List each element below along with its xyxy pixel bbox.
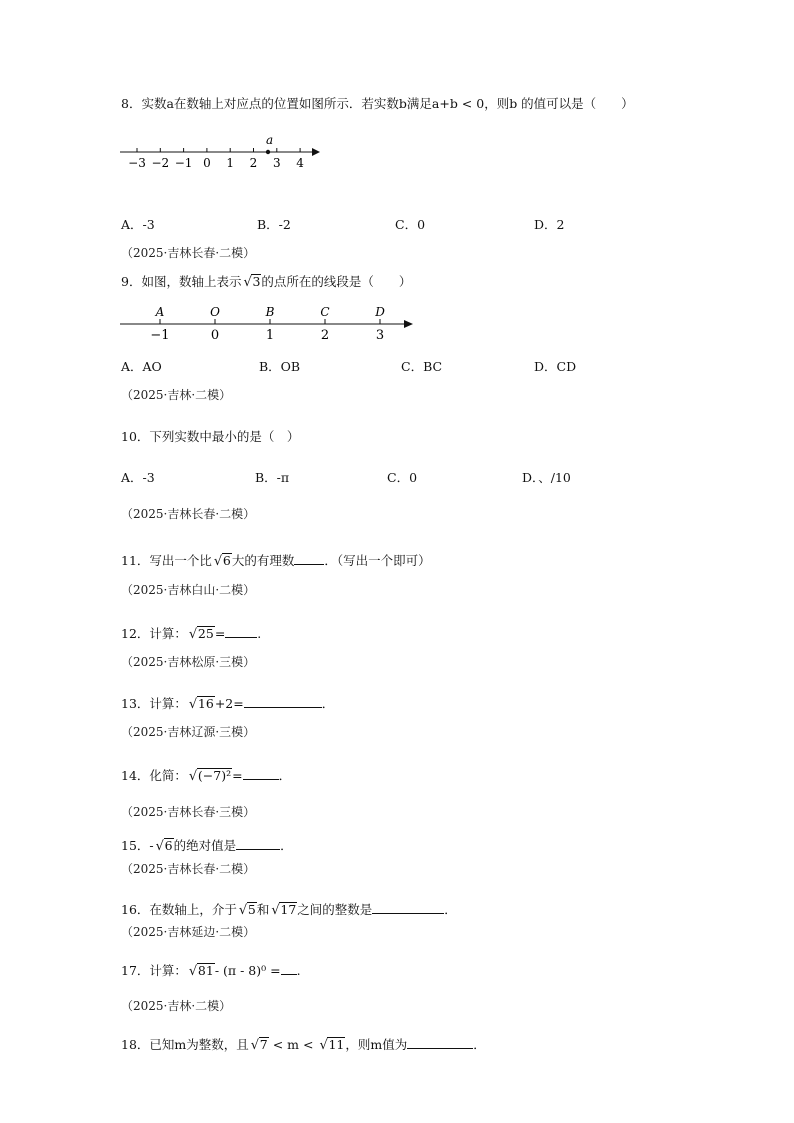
- q8-stem: 8．实数a在数轴上对应点的位置如图所示．若实数b满足a+b < 0，则b 的值可以是（ ）: [121, 96, 634, 111]
- q12-answer-blank[interactable]: [225, 625, 257, 638]
- q8-point-label: a: [266, 134, 274, 147]
- q8-option-d[interactable]: D．2: [534, 217, 565, 232]
- q16-stem: 16．在数轴上，介于 √ 5和 √ 17之间的整数是 ．: [121, 902, 457, 918]
- q10-stem: 10．下列实数中最小的是（ ）: [121, 429, 300, 444]
- q9-point-label: O: [210, 305, 220, 319]
- q8-option-a[interactable]: A．-3: [121, 217, 155, 232]
- q9-option-c[interactable]: C．BC: [401, 359, 443, 374]
- q10-option-b[interactable]: B．-π: [255, 470, 290, 485]
- q8-tick-label: 3: [272, 156, 281, 170]
- q9-tick-label: 0: [210, 328, 220, 343]
- q11-source: （2025·吉林长春·二模）: [121, 507, 256, 521]
- q14-source: （2025·吉林辽源·三模）: [121, 725, 256, 739]
- q10-option-d[interactable]: D．、/10: [522, 470, 571, 485]
- q8-tick-label: 1: [226, 156, 235, 170]
- q9-number-line: [115, 303, 425, 343]
- q18-answer-blank[interactable]: [407, 1036, 473, 1049]
- q8-tick-label: −3: [128, 156, 146, 170]
- q9-point-label: C: [320, 305, 330, 319]
- q11-stem: 11．写出一个比 √ 6大的有理数 ．（写出一个即可）: [121, 553, 431, 569]
- q9-stem: 9．如图，数轴上表示 √ 3的点所在的线段是（ ）: [121, 274, 412, 290]
- q9-option-d[interactable]: D．CD: [534, 359, 577, 374]
- q14-stem: 14．化简： √ (−7)²= ．: [121, 768, 292, 784]
- q13-source: （2025·吉林松原·三模）: [121, 655, 256, 669]
- q16-source: （2025·吉林长春·二模）: [121, 862, 256, 876]
- q8-tick-label: −2: [151, 156, 170, 170]
- q8-option-b[interactable]: B．-2: [257, 217, 291, 232]
- q11-answer-blank[interactable]: [294, 552, 324, 565]
- q9-tick-label: 2: [320, 328, 330, 343]
- q8-tick-label: 4: [296, 156, 304, 170]
- q14-answer-blank[interactable]: [243, 767, 279, 780]
- q18-stem: 18．已知m为整数，且 √ 7 < m < √ 11，则m值为 ．: [121, 1037, 486, 1053]
- q17-source: （2025·吉林延边·二模）: [121, 925, 256, 939]
- q9-point-label: B: [265, 305, 275, 319]
- q9-option-a[interactable]: A．AO: [121, 359, 162, 374]
- q15-answer-blank[interactable]: [236, 837, 280, 850]
- q9-tick-label: −1: [150, 328, 170, 343]
- q9-tick-label: 1: [265, 328, 275, 343]
- q8-tick-label: 2: [249, 156, 258, 170]
- q15-source: （2025·吉林长春·三模）: [121, 805, 256, 819]
- q12-source: （2025·吉林白山·二模）: [121, 583, 256, 597]
- q17-stem: 17．计算： √ 81- (π - 8)⁰ = .: [121, 963, 301, 979]
- q9-source: （2025·吉林长春·二模）: [121, 246, 256, 260]
- q8-number-line: [115, 134, 335, 174]
- q16-answer-blank[interactable]: [372, 901, 444, 914]
- q10-option-a[interactable]: A．-3: [121, 470, 155, 485]
- q10-option-c[interactable]: C．0: [387, 470, 418, 485]
- q9-point-label: A: [155, 305, 165, 319]
- q13-stem: 13．计算： √ 16+2= ．: [121, 696, 335, 712]
- q13-answer-blank[interactable]: [244, 695, 322, 708]
- q8-tick-label: −1: [174, 156, 193, 170]
- q17-answer-blank[interactable]: [281, 962, 297, 975]
- q9-option-b[interactable]: B．OB: [259, 359, 301, 374]
- q18-source: （2025·吉林·二模）: [121, 999, 232, 1013]
- q8-point-a: [266, 150, 270, 154]
- q9-tick-label: 3: [375, 328, 385, 343]
- q15-stem: 15．- √ 6的绝对值是 ．: [121, 838, 293, 854]
- q9-point-label: D: [375, 305, 385, 319]
- q8-tick-label: 0: [203, 156, 211, 170]
- q10-source: （2025·吉林·二模）: [121, 388, 232, 402]
- q8-option-c[interactable]: C．0: [395, 217, 426, 232]
- q12-stem: 12．计算： √ 25= .: [121, 626, 262, 642]
